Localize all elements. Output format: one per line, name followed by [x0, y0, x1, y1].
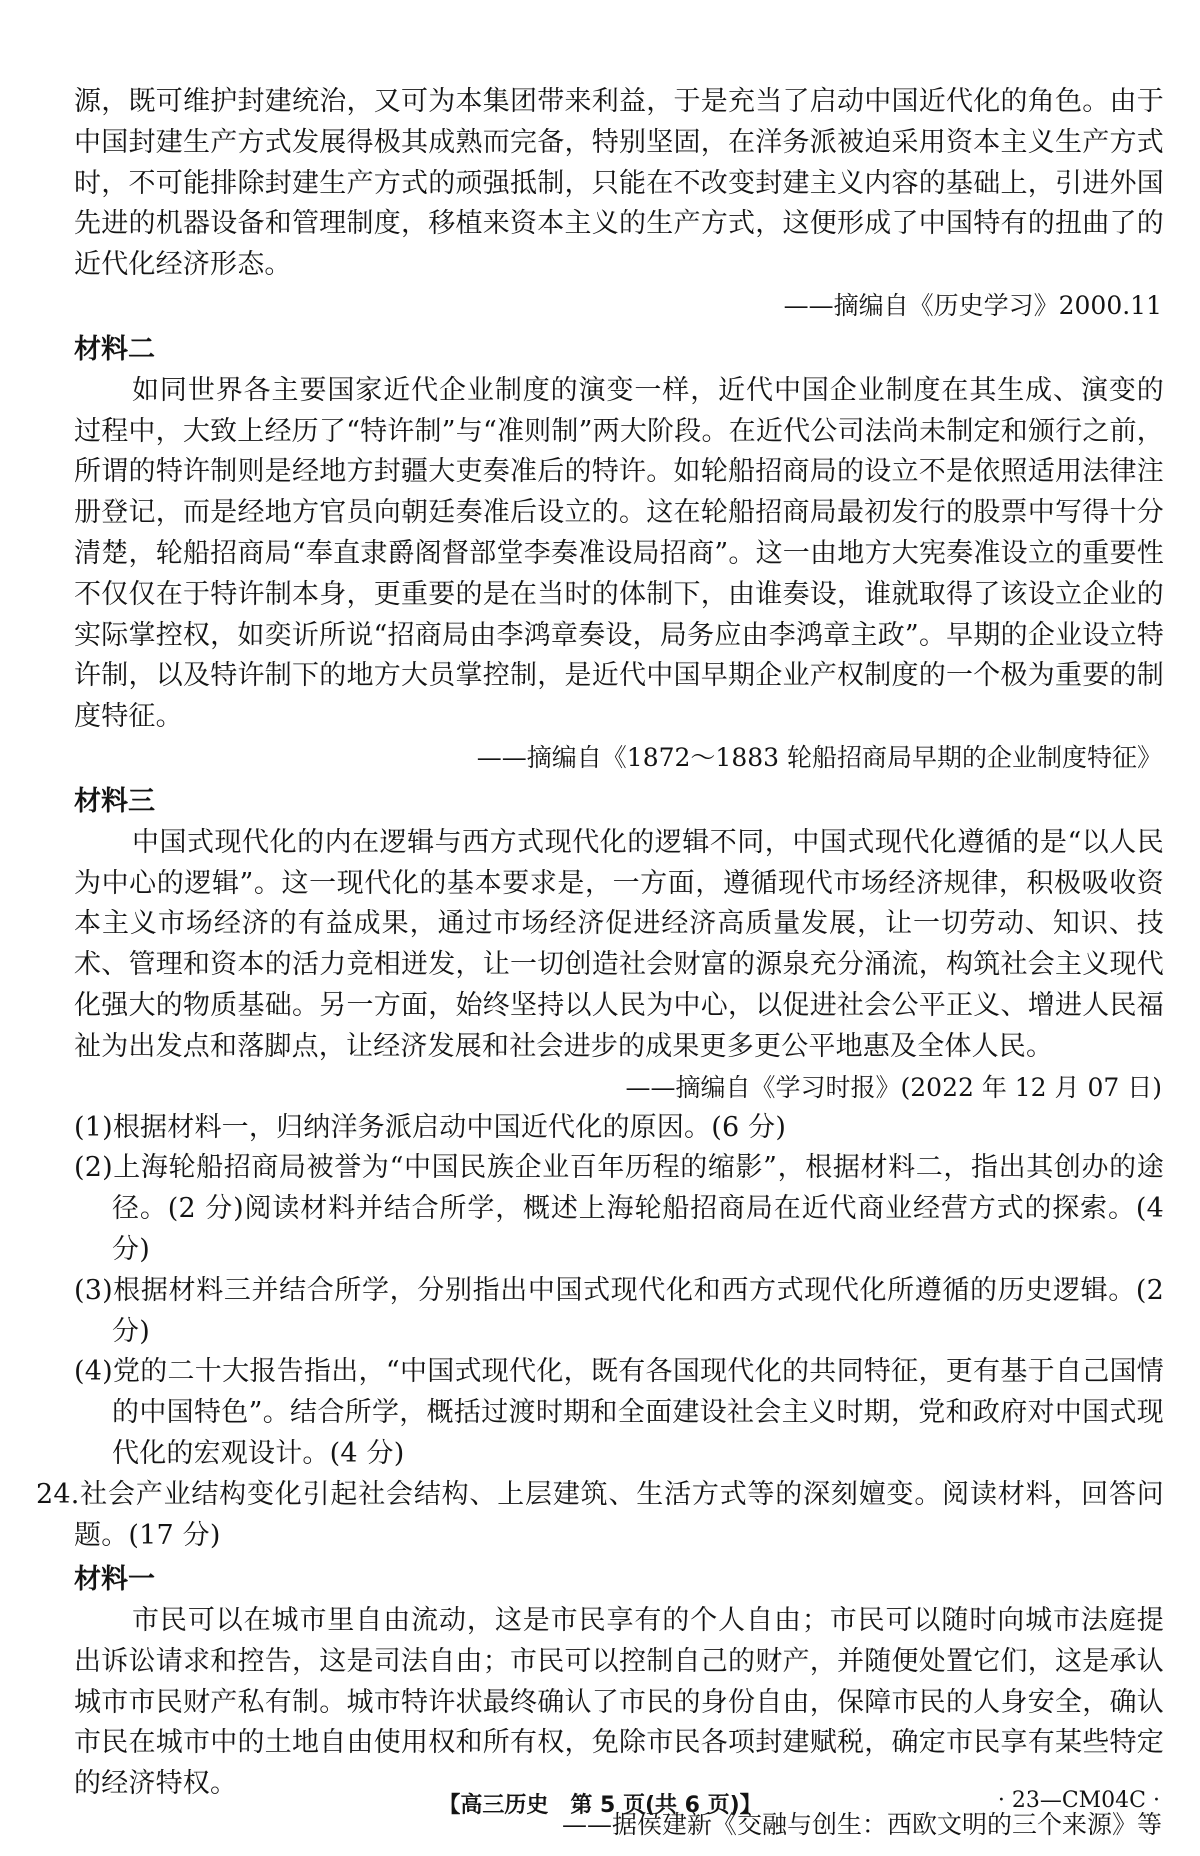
q24-material-one-text: 市民可以在城市里自由流动，这是市民享有的个人自由；市民可以随时向城市法庭提出诉讼请求和控告，这是司法自由；市民可以控制自己的财产，并随便处置它们，这是承认城市市民财产私有制。城市特许状最终确认了市民的身份自由，保障市民的人身安全，确认市民在城市中的土地自由使用权和所有权，免除市民各项封建赋税，确定市民享有某些特定的经济特权。	[74, 1605, 1164, 1800]
question-1: (1)根据材料一，归纳洋务派启动中国近代化的原因。(6 分)	[74, 1111, 787, 1143]
footer-code: · 23—CM04C ·	[997, 1788, 1160, 1813]
material-two-text: 如同世界各主要国家近代企业制度的演变一样，近代中国企业制度在其生成、演变的过程中，大致上经历了“特许制”与“准则制”两大阶段。在近代公司法尚未制定和颁行之前，所谓的特许制则是经地方封疆大吏奏准后的特许。如轮船招商局的设立不是依照适用法律注册登记，而是经地方官员向朝廷奏准后设立的。这在轮船招商局最初发行的股票中写得十分清楚，轮船招商局“奉直隶爵阁督部堂李奏准设局招商”。这一由地方大宪奏准设立的重要性不仅仅在于特许制本身，更重要的是在当时的体制下，由谁奏设，谁就取得了该设立企业的实际掌控权，如奕䜣所说“招商局由李鸿章奏设，局务应由李鸿章主政”。早期的企业设立特许制，以及特许制下的地方大员掌控制，是近代中国早期企业产权制度的一个极为重要的制度特征。	[74, 374, 1164, 733]
material-three-heading: 材料三	[74, 785, 155, 817]
material-three-source: ——摘编自《学习时报》(2022 年 12 月 07 日)	[625, 1072, 1162, 1102]
page-content	[36, 82, 1164, 1845]
question-4: (4)党的二十大报告指出，“中国式现代化，既有各国现代化的共同特征，更有基于自己国情的中国特色”。结合所学，概括过渡时期和全面建设社会主义时期，党和政府对中国式现代化的宏观设计。(4 分)	[74, 1356, 1164, 1469]
material-one-source: ——摘编自《历史学习》2000.11	[783, 290, 1162, 320]
q24-material-one-source: ——据侯建新《交融与创生：西欧文明的三个来源》等	[561, 1810, 1162, 1840]
q24-material-one-heading: 材料一	[74, 1564, 155, 1596]
footer-page-info: 【高三历史 第 5 页(共 6 页)】	[438, 1793, 762, 1818]
page-footer	[0, 1788, 1200, 1828]
material-two-source: ——摘编自《1872～1883 轮船招商局早期的企业制度特征》	[476, 742, 1162, 772]
material-three-text: 中国式现代化的内在逻辑与西方式现代化的逻辑不同，中国式现代化遵循的是“以人民为中心的逻辑”。这一现代化的基本要求是，一方面，遵循现代市场经济规律，积极吸收资本主义市场经济的有益成果，通过市场经济促进经济高质量发展，让一切劳动、知识、技术、管理和资本的活力竞相迸发，让一切创造社会财富的源泉充分涌流，构筑社会主义现代化强大的物质基础。另一方面，始终坚持以人民为中心，以促进社会公平正义、增进人民福祉为出发点和落脚点，让经济发展和社会进步的成果更多更公平地惠及全体人民。	[74, 826, 1164, 1062]
question-2: (2)上海轮船招商局被誉为“中国民族企业百年历程的缩影”，根据材料二，指出其创办的途径。(2 分)阅读材料并结合所学，概述上海轮船招商局在近代商业经营方式的探索。(4 分)	[74, 1152, 1164, 1265]
question-3: (3)根据材料三并结合所学，分别指出中国式现代化和西方式现代化所遵循的历史逻辑。(2 分)	[74, 1274, 1164, 1347]
question-24-stem: 24.社会产业结构变化引起社会结构、上层建筑、生活方式等的深刻嬗变。阅读材料，回答问题。(17 分)	[36, 1478, 1164, 1551]
material-one-continuation: 源，既可维护封建统治，又可为本集团带来利益，于是充当了启动中国近代化的角色。由于中国封建生产方式发展得极其成熟而完备，特别坚固，在洋务派被迫采用资本主义生产方式时，不可能排除封建生产方式的顽强抵制，只能在不改变封建主义内容的基础上，引进外国先进的机器设备和管理制度，移植来资本主义的生产方式，这便形成了中国特有的扭曲了的近代化经济形态。	[74, 86, 1164, 281]
material-two-heading: 材料二	[74, 333, 155, 365]
